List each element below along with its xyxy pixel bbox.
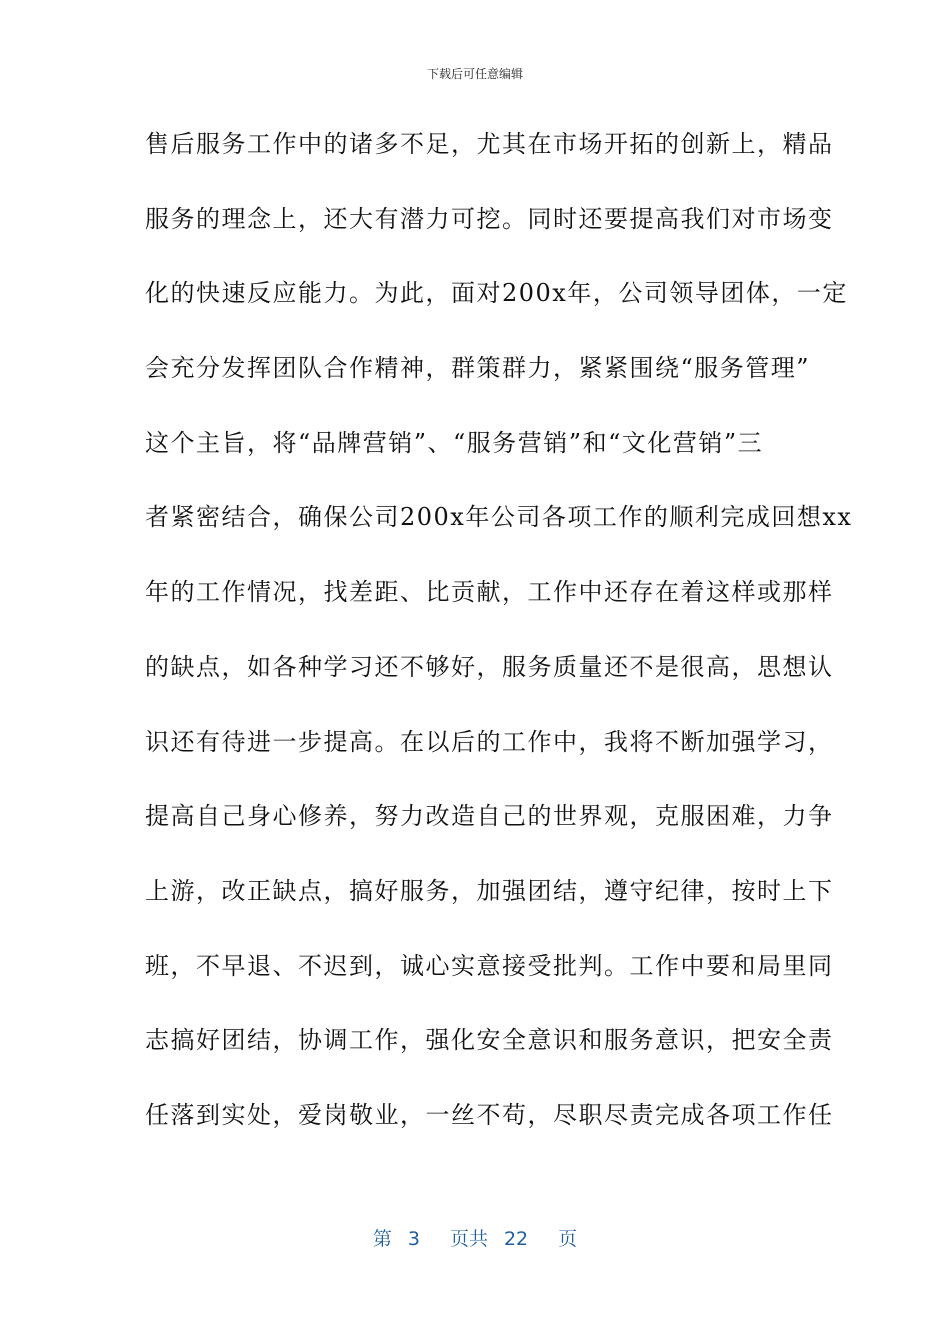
body-line: 这个主旨，将“品牌营销”、“服务营销”和“文化营销”三 bbox=[145, 428, 764, 457]
body-line: 任落到实处，爱岗敬业，一丝不苟，尽职尽责完成各项工作任 bbox=[145, 1100, 834, 1129]
body-line: 的缺点，如各种学习还不够好，服务质量还不是很高，思想认 bbox=[145, 652, 834, 681]
body-line: 化的快速反应能力。为此，面对200x年，公司领导团体，一定 bbox=[145, 279, 848, 308]
page-header: 下载后可任意编辑 bbox=[426, 67, 523, 81]
body-line: 志搞好团结，协调工作，强化安全意识和服务意识，把安全责 bbox=[145, 1026, 834, 1055]
body-line: 提高自己身心修养，努力改造自己的世界观，克服困难，力争 bbox=[145, 802, 834, 831]
page-prefix: 第 bbox=[372, 1228, 392, 1250]
body-line: 识还有待进一步提高。在以后的工作中，我将不断加强学习， bbox=[145, 727, 834, 756]
document-body bbox=[145, 124, 853, 1170]
body-line: 会充分发挥团队合作精神，群策群力，紧紧围绕“服务管理” bbox=[145, 354, 811, 383]
body-line: 班，不早退、不迟到，诚心实意接受批判。工作中要和局里同 bbox=[145, 951, 834, 980]
body-line: 者紧密结合，确保公司200x年公司各项工作的顺利完成回想xx bbox=[145, 503, 853, 532]
body-line: 服务的理念上，还大有潜力可挖。同时还要提高我们对市场变 bbox=[145, 204, 834, 233]
body-line: 售后服务工作中的诸多不足，尤其在市场开拓的创新上，精品 bbox=[145, 130, 834, 158]
body-line: 年的工作情况，找差距、比贡献，工作中还存在着这样或那样 bbox=[145, 578, 834, 607]
body-line: 上游，改正缺点，搞好服务，加强团结，遵守纪律，按时上下 bbox=[145, 876, 834, 905]
page-suffix: 页 bbox=[558, 1228, 578, 1250]
page-middle: 页共 bbox=[449, 1228, 488, 1250]
current-page-number: 3 bbox=[407, 1228, 420, 1250]
total-pages-number: 22 bbox=[503, 1228, 529, 1250]
page-footer bbox=[0, 1226, 950, 1252]
